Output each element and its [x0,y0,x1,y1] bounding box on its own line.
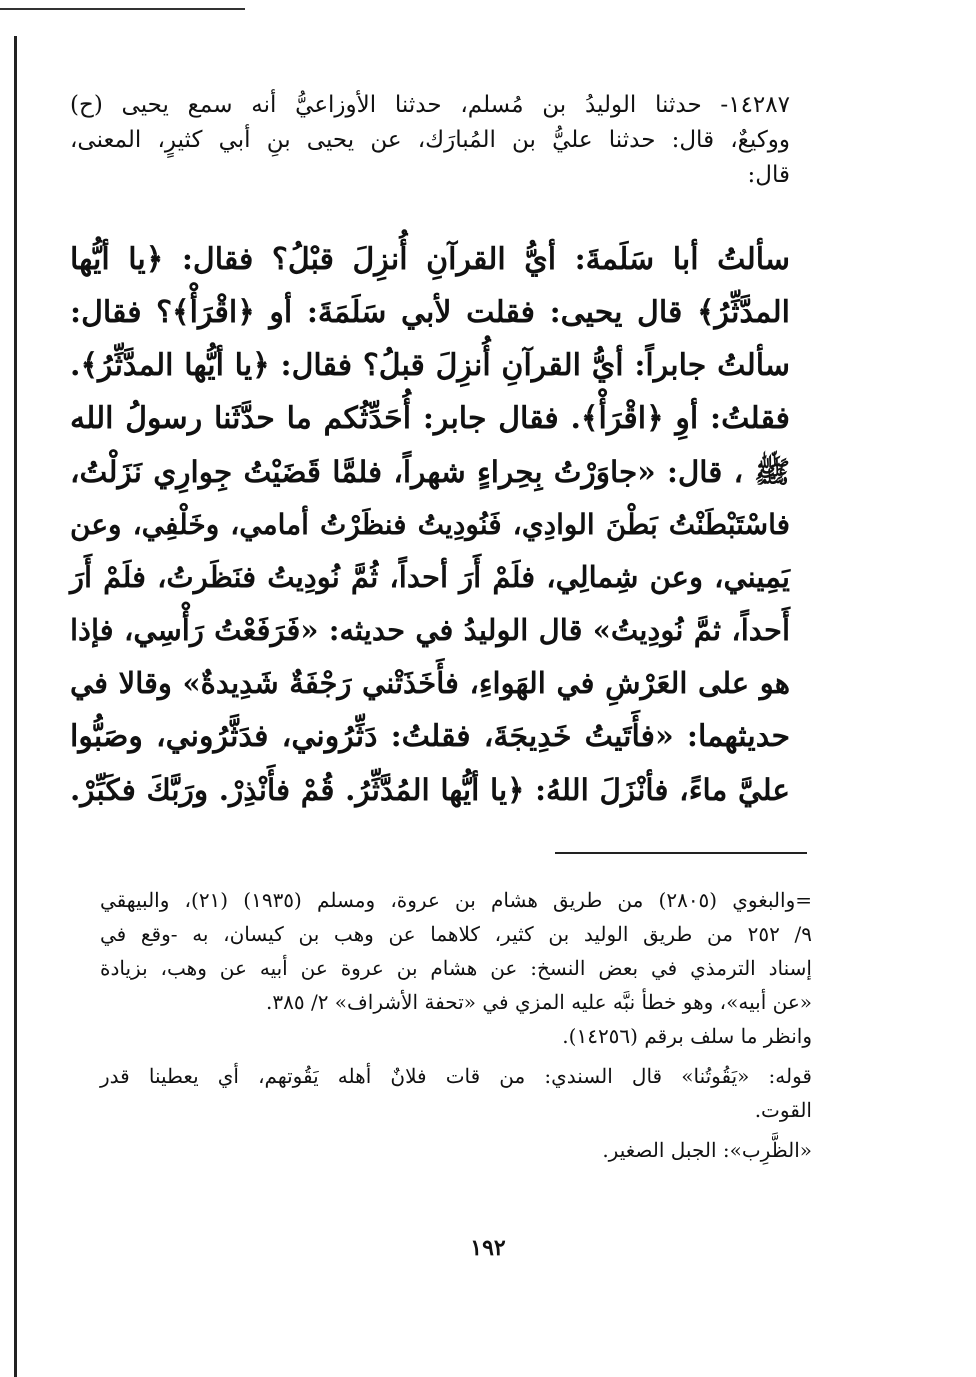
text-line-3: سألتُ جابراً: أيُّ القرآنِ أُنزِلَ قبلُ؟ فقال: ﴿يا أيُّها المدَّثِّرُ﴾. [70,348,790,383]
header-line-2: ووكيعٌ، قال: حدثنا عليُّ بن المُبارَك، عن يحيى بنِ أبي كثيرٍ، المعنى، [70,127,790,153]
scan-edge-line [14,36,17,1377]
hadith-text [70,233,790,816]
top-rule [0,8,245,10]
text-line-8: أَحداً، ثمَّ نُودِيتُ» قال الوليدُ في حديثه: «فَرَفَعْتُ رَأْسِي، فإذا [70,613,790,647]
hadith-header [70,88,790,193]
text-line-7: يَمِيني، وعن شِمالِي، فلَمْ أَرَ أحداً، ثُمَّ نُودِيتُ فنَظَرتُ، فلَمْ أَرَ [70,560,790,594]
footnote-line-5: وانظر ما سلف برقم (١٤٢٥٦). [562,1024,812,1048]
footnote-line-6: قوله: «يَقُوتُنا» قال السندي: من قات فلانٌ أهله يَقُوتهم، أي يعطينا قدر [100,1064,812,1088]
page-body [70,88,790,816]
footnotes [100,883,812,1167]
footnote-divider [555,852,807,854]
footnote-line-2: ٩/ ٢٥٢ من طريق الوليد بن كثير، كلاهما عن وهب بن كيسان، به -وقع في [100,922,812,946]
header-line-1: ١٤٢٨٧- حدثنا الوليدُ بن مُسلم، حدثنا الأوزاعيُّ أنه سمع يحيى (ح) [70,92,790,118]
footnote-line-7: القوت. [754,1098,812,1122]
header-line-3: قال: [747,162,790,188]
page-number: ١٩٢ [470,1235,506,1261]
text-line-1: سألتُ أبا سَلَمةَ: أيُّ القرآنِ أُنزِلَ قبْلُ؟ فقال: ﴿يا أيُّها [70,242,790,277]
text-line-6: فاسْتَبْطَنْتُ بَطْنَ الوادِي، فَنُودِيتُ فنظَرْتُ أمامي، وخَلْفِي، وعن [70,508,790,541]
text-line-5: ﷺ ، قال: «جاوَرْتُ بِحِراءٍ شهراً، فلمَّا قَضَيْتُ جِوارِي نَزَلْتُ، [70,454,790,489]
text-line-2: المدَّثِّرُ﴾ قال يحيى: فقلت لأبي سَلَمَةَ: أو ﴿اقْرَأْ﴾؟ فقال: [70,295,790,330]
footnote-line-8: «الظَّرِب»: الجبل الصغير. [602,1138,812,1162]
footnote-line-4: «عن أبيه»، وهو خطأ نبَّه عليه المزي في «تحفة الأشراف» ٢/ ٣٨٥. [266,990,812,1014]
text-line-10: حديثهما: «فأَتَيتُ خَدِيجَةَ، فقلتُ: دَثِّرُوني، فدَثَّرُوني، وصَبُّوا [70,719,790,754]
text-line-11: عليَّ ماءً، فأنْزَلَ اللهُ: ﴿يا أيُّها المُدَّثِّرُ. قُمْ فأَنْذِرْ. ورَبَّكَ فكَبِّرْ. [70,772,790,807]
footnote-line-3: إسناد الترمذي في بعض النسخ: عن هشام بن عروة عن أبيه عن وهب، بزيادة [100,956,812,980]
text-line-9: هو على العَرْشِ في الهَواءِ، فأَخَذَتْني رَجْفَةٌ شَدِيدةٌ» وقالا في [70,666,790,700]
text-line-4: فقلتُ: أوِ ﴿اقْرَأْ﴾. فقال جابر: أُحَدِّثُكم ما حدَّثَنا رسولُ الله [70,401,790,436]
footnote-line-1: =والبغوي (٢٨٠٥) من طريق هشام بن عروة، ومسلم (١٩٣٥) (٢١)، والبيهقي [100,888,813,912]
